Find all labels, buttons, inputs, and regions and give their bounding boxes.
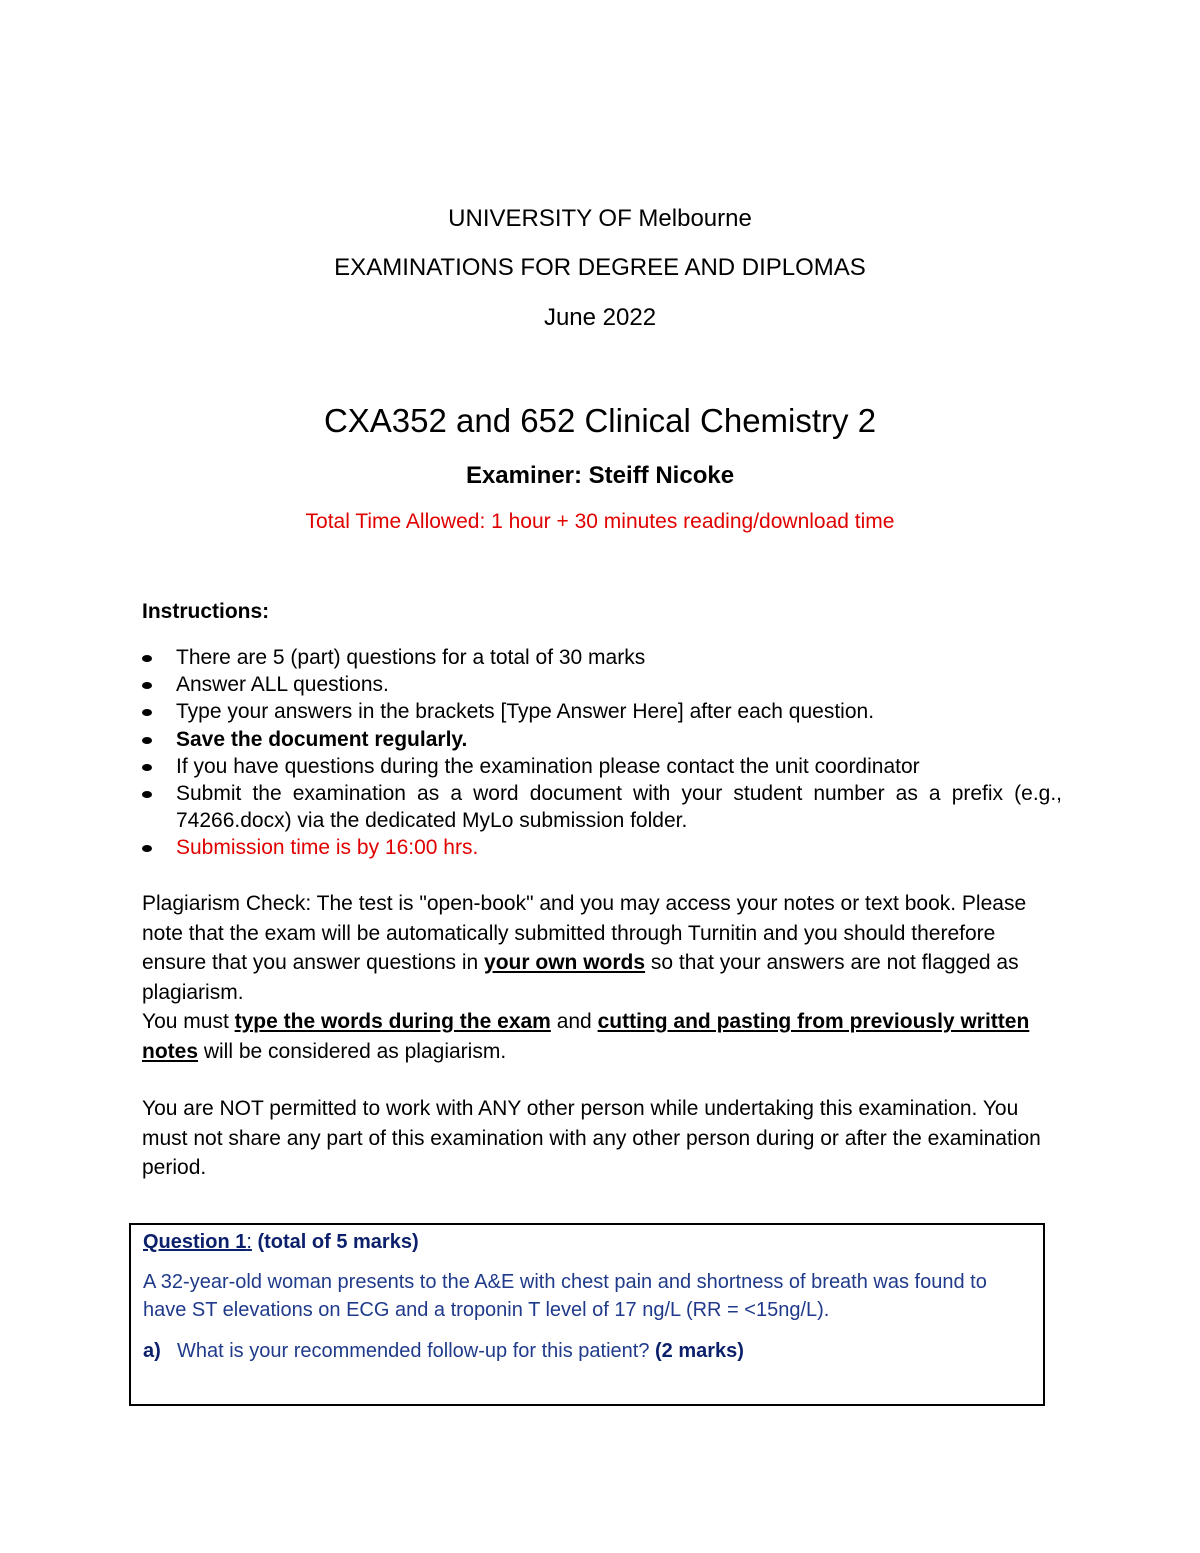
question-1-text: A 32-year-old woman presents to the A&E with chest pain and shortness of breath was found to have ST elevations on ECG and a troponin T level of 17 ng/L (RR = <15ng/L).	[143, 1271, 987, 1321]
emphasis-type-words: type the words during the exam	[234, 1010, 551, 1033]
emphasis-cut-paste: cutting and pasting from previously written notes	[142, 1010, 1030, 1063]
course-title: CXA352 and 652 Clinical Chemistry 2	[323, 402, 877, 439]
exam-date: June 2022	[543, 304, 657, 331]
instruction-item: Submit the examination as a word document with your student number as a prefix (e.g., 74266.docx) via the dedicated MyLo submission folder.	[142, 780, 1062, 834]
instruction-item: If you have questions during the examination please contact the unit coordinator	[142, 753, 1062, 780]
university-name: UNIVERSITY OF Melbourne	[448, 205, 752, 232]
instruction-item: Type your answers in the brackets [Type Answer Here] after each question.	[142, 698, 1062, 725]
bullet-icon	[142, 764, 152, 771]
bullet-icon	[142, 845, 152, 852]
question-1-box	[129, 1223, 1045, 1406]
instruction-item: There are 5 (part) questions for a total of 30 marks	[142, 644, 1062, 671]
instruction-item: Submission time is by 16:00 hrs.	[142, 834, 1062, 861]
examiner-name: Examiner: Steiff Nicoke	[465, 462, 735, 489]
part-a-marks: (2 marks)	[655, 1340, 744, 1362]
bullet-icon	[142, 791, 152, 798]
bullet-icon	[142, 682, 152, 689]
emphasis-own-words: your own words	[484, 951, 646, 974]
part-a-label: a)	[143, 1340, 161, 1362]
examinations-title: EXAMINATIONS FOR DEGREE AND DIPLOMAS	[334, 254, 866, 281]
instruction-item: Save the document regularly.	[142, 726, 1062, 753]
bullet-icon	[142, 655, 152, 662]
instructions-list	[142, 644, 1062, 862]
instruction-item: Answer ALL questions.	[142, 671, 1062, 698]
part-a-text: What is your recommended follow-up for this patient?	[177, 1340, 650, 1362]
collaboration-notice: You are NOT permitted to work with ANY other person while undertaking this examination. You must not share any part of this examination with any other person during or after the examination period.	[142, 1097, 1041, 1179]
question-1-heading: Question 1: (total of 5 marks)	[143, 1231, 419, 1253]
question-1a	[143, 1340, 744, 1363]
bullet-icon	[142, 737, 152, 744]
plagiarism-notice: Plagiarism Check: The test is "open-book" and you may access your notes or text book. Please note that the exam will be automatically submitted through Turnitin and you should therefore ensure that you answer questions in your own words so that your answers are not flagged as plagiarism. You must type the words during the exam and cutting and pasting from previously written notes will be considered as plagiarism.	[142, 892, 1030, 1063]
bullet-icon	[142, 709, 152, 716]
time-allowed: Total Time Allowed: 1 hour + 30 minutes reading/download time	[305, 510, 895, 533]
instructions-heading: Instructions:	[142, 600, 270, 623]
